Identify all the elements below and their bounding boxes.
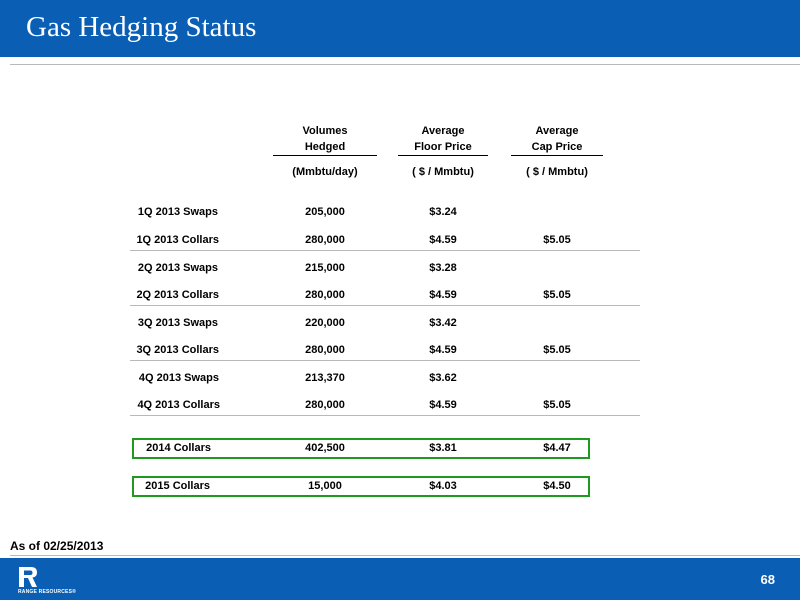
col-header-line1: Average <box>535 125 579 137</box>
cell-volume: 402,500 <box>305 442 345 454</box>
cell-floor: $4.59 <box>429 399 457 411</box>
col-header-line1: Average <box>421 125 465 137</box>
row-label: 4Q 2013 Swaps <box>138 372 219 384</box>
row-divider <box>130 415 640 416</box>
cell-floor: $4.03 <box>429 480 457 492</box>
row-label: 3Q 2013 Swaps <box>137 317 218 329</box>
page-number: 68 <box>760 572 775 587</box>
cell-floor: $4.59 <box>429 234 457 246</box>
table-row <box>0 204 800 222</box>
col-header-line2: Cap Price <box>531 141 583 153</box>
cell-floor: $3.81 <box>429 442 457 454</box>
highlighted-row <box>0 440 800 458</box>
cell-volume: 280,000 <box>305 399 345 411</box>
cell-volume: 15,000 <box>308 480 342 492</box>
col-header-line1: Volumes <box>302 125 348 137</box>
cell-floor: $3.24 <box>429 206 457 218</box>
range-logo-icon <box>18 566 38 588</box>
cell-cap: $4.47 <box>543 442 571 454</box>
cell-volume: 280,000 <box>305 344 345 356</box>
highlighted-row <box>0 478 800 496</box>
cell-volume: 215,000 <box>305 262 345 274</box>
footer-bar <box>0 558 800 600</box>
col-header-line2: Floor Price <box>414 141 472 153</box>
cell-volume: 280,000 <box>305 234 345 246</box>
cell-floor: $4.59 <box>429 289 457 301</box>
cell-volume: 213,370 <box>305 372 345 384</box>
title-banner <box>0 0 800 57</box>
col-header-floor <box>398 123 488 155</box>
table-row <box>0 315 800 333</box>
cell-volume: 205,000 <box>305 206 345 218</box>
row-divider <box>130 360 640 361</box>
page-title: Gas Hedging Status <box>26 11 257 43</box>
cell-floor: $3.62 <box>429 372 457 384</box>
col-unit-floor: ( $ / Mmbtu) <box>412 166 474 178</box>
table-row <box>0 260 800 278</box>
table-row <box>0 287 800 305</box>
row-divider <box>130 305 640 306</box>
table-row <box>0 397 800 415</box>
cell-cap: $4.50 <box>543 480 571 492</box>
col-header-cap <box>512 123 602 155</box>
row-divider <box>130 250 640 251</box>
table-row <box>0 370 800 388</box>
table-row <box>0 232 800 250</box>
cell-cap: $5.05 <box>543 289 571 301</box>
cell-volume: 280,000 <box>305 289 345 301</box>
row-label: 1Q 2013 Collars <box>136 234 219 246</box>
row-label: 2Q 2013 Collars <box>136 289 219 301</box>
col-unit-cap: ( $ / Mmbtu) <box>526 166 588 178</box>
as-of-date: As of 02/25/2013 <box>10 539 104 553</box>
row-label: 2Q 2013 Swaps <box>137 262 218 274</box>
col-header-volumes <box>275 123 375 155</box>
col-header-underline <box>511 155 603 156</box>
row-label: 4Q 2013 Collars <box>137 399 220 411</box>
cell-floor: $3.42 <box>429 317 457 329</box>
brand-name: RANGE RESOURCES® <box>18 589 77 595</box>
row-label: 2014 Collars <box>146 442 211 454</box>
row-label: 1Q 2013 Swaps <box>137 206 218 218</box>
col-header-underline <box>273 155 377 156</box>
row-label: 2015 Collars <box>145 480 210 492</box>
cell-volume: 220,000 <box>305 317 345 329</box>
cell-cap: $5.05 <box>543 344 571 356</box>
bottom-divider <box>10 555 800 556</box>
cell-cap: $5.05 <box>543 234 571 246</box>
col-unit-volumes: (Mmbtu/day) <box>292 166 358 178</box>
cell-cap: $5.05 <box>543 399 571 411</box>
cell-floor: $4.59 <box>429 344 457 356</box>
col-header-underline <box>398 155 488 156</box>
table-row <box>0 342 800 360</box>
top-divider <box>10 64 800 65</box>
cell-floor: $3.28 <box>429 262 457 274</box>
col-header-line2: Hedged <box>304 141 346 153</box>
row-label: 3Q 2013 Collars <box>136 344 219 356</box>
company-logo <box>18 566 98 596</box>
